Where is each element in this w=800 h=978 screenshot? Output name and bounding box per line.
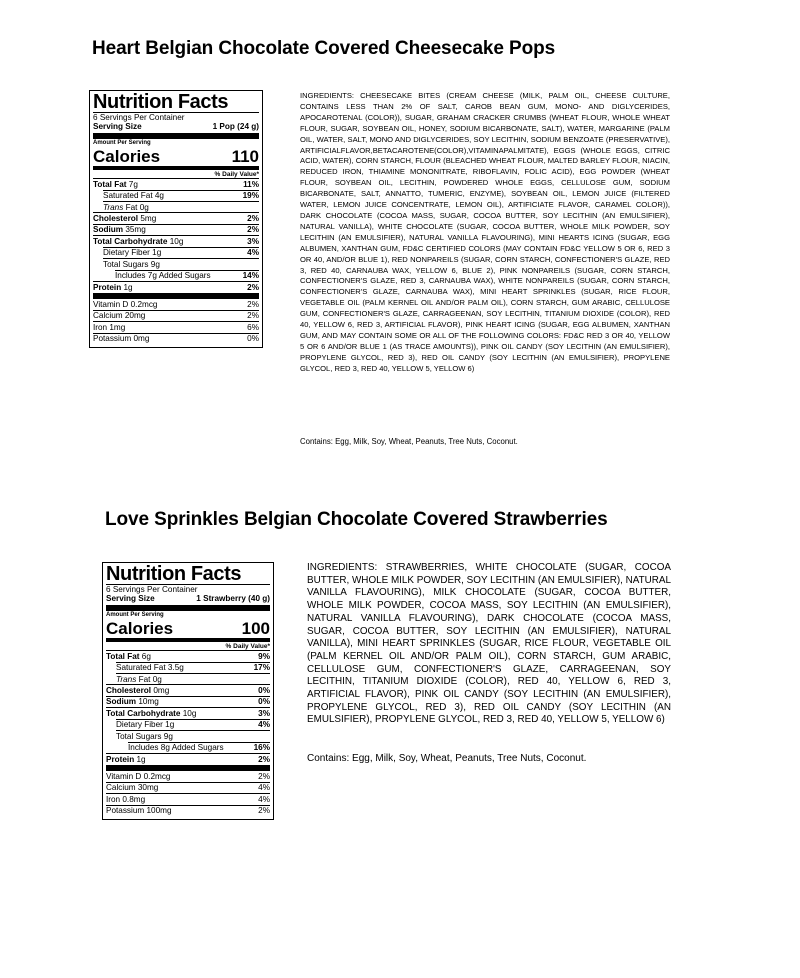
nutrient-row-total-fat (93, 178, 259, 189)
servings-per-container: 6 Servings Per Container (106, 585, 198, 594)
carbohydrate-dv: 3% (247, 236, 259, 246)
added-sugars-label: Includes 7g Added Sugars (115, 271, 211, 281)
carbohydrate-label: Total Carbohydrate (93, 236, 168, 246)
daily-value-header: % Daily Value* (93, 169, 259, 178)
dietary-fiber-dv: 4% (258, 720, 270, 730)
allergen-statement: Contains: Egg, Milk, Soy, Wheat, Peanuts, Tree Nuts, Coconut. (307, 753, 587, 764)
serving-size-row (93, 122, 259, 131)
vitamin-d-dv: 2% (247, 299, 259, 309)
nutrient-row-protein (93, 281, 259, 292)
vitamin-d-label: Vitamin D 0.2mcg (106, 771, 171, 781)
vitamin-row-vitamin-d (93, 299, 259, 309)
amount-per-serving: Amount Per Serving (106, 611, 164, 618)
dietary-fiber-label: Dietary Fiber 1g (116, 720, 175, 730)
vitamin-row-iron (93, 321, 259, 332)
saturated-fat-label: Saturated Fat 4g (103, 191, 164, 201)
total-sugars-label: Total Sugars 9g (116, 731, 173, 741)
allergen-statement: Contains: Egg, Milk, Soy, Wheat, Peanuts, Tree Nuts, Coconut. (300, 437, 518, 446)
cholesterol-amount: 5mg (140, 213, 157, 223)
total-fat-amount: 6g (141, 651, 151, 661)
iron-label: Iron 1mg (93, 322, 126, 332)
nutrient-row-sodium (106, 696, 270, 707)
ingredients-text: INGREDIENTS: STRAWBERRIES, WHITE CHOCOLATE (SUGAR, COCOA BUTTER, WHOLE MILK POWDER, SOY LECITHIN (AN EMULSIFIER), NATURAL VANILLA FLAVOURING), MILK CHOCOLATE (SUGAR, COCOA BUTTER, WHOLE MILK POWDER, COCOA MASS, SOY LECITHIN (AN EMULSIFIER), NATURAL VANILLA FLAVOURING), DARK CHOCOLATE (COCOA MASS, SUGAR, COCOA BUTTER, SOY LECITHIN (AN EMULSIFIER), NATURAL VANILLA), MINI HEART SPRINKLES (SUGAR, RICE FLOUR, VEGETABLE OIL (PALM KERNEL OIL AND/OR PALM OIL), CORN STARCH, GUM ARABIC, CELLULOSE GUM, CONFECTIONER'S GLAZE, CARRAGEENAN, SOY LECITHIN, TITANIUM DIOXIDE (COLOR), RED 40, YELLOW 6, RED 3, ARTIFICIAL FLAVOR), PINK OIL CANDY (SOY LECITHIN (AN EMULSIFIER), PROPYLENE GLYCOL, RED 3), RED OIL CANDY (SOY LECITHIN (AN EMULSIFIER), PROPYLENE GLYCOL, RED 3, RED 40, YELLOW 5, YELLOW 6) (307, 562, 671, 726)
product-title: Love Sprinkles Belgian Chocolate Covered Strawberries (105, 509, 608, 530)
serving-size-row (106, 594, 270, 603)
potassium-label: Potassium 100mg (106, 806, 172, 816)
calories-row (106, 619, 270, 638)
nutrient-row-dietary-fiber (103, 247, 259, 258)
serving-size-value: 1 Pop (24 g) (212, 122, 259, 132)
product-title: Heart Belgian Chocolate Covered Cheesecake Pops (92, 38, 556, 59)
daily-value-header: % Daily Value* (106, 641, 270, 650)
cholesterol-amount: 0mg (153, 685, 170, 695)
calories-value: 110 (231, 146, 259, 166)
vitamin-row-iron (106, 793, 270, 804)
iron-dv: 6% (247, 322, 259, 332)
vitamin-row-calcium (106, 782, 270, 793)
vitamin-row-potassium (106, 805, 270, 816)
nutrient-row-dietary-fiber (116, 719, 270, 730)
nutrition-facts-heading: Nutrition Facts (106, 565, 270, 585)
iron-dv: 4% (258, 794, 270, 804)
potassium-dv: 0% (247, 334, 259, 344)
trans-fat-label: Trans (116, 674, 137, 684)
sodium-label: Sodium (106, 697, 137, 707)
sodium-dv: 0% (258, 697, 270, 707)
nutrient-row-cholesterol (93, 212, 259, 223)
added-sugars-label: Includes 8g Added Sugars (128, 743, 224, 753)
potassium-dv: 2% (258, 806, 270, 816)
protein-dv: 2% (247, 282, 259, 292)
saturated-fat-dv: 17% (253, 663, 270, 673)
calories-label: Calories (93, 146, 161, 166)
serving-size-label: Serving Size (93, 122, 142, 132)
calcium-dv: 4% (258, 783, 270, 793)
carbohydrate-amount: 10g (169, 236, 184, 246)
serving-size-value: 1 Strawberry (40 g) (196, 594, 270, 604)
cholesterol-label: Cholesterol (93, 213, 139, 223)
iron-label: Iron 0.8mg (106, 794, 146, 804)
nutrition-facts-heading: Nutrition Facts (93, 93, 259, 113)
total-fat-amount: 7g (128, 179, 138, 189)
amount-per-serving: Amount Per Serving (93, 139, 151, 146)
cholesterol-label: Cholesterol (106, 685, 152, 695)
vitamin-row-potassium (93, 333, 259, 344)
nutrient-row-added-sugars (115, 270, 259, 281)
saturated-fat-dv: 19% (242, 191, 259, 201)
trans-fat-amount: Fat 0g (138, 674, 162, 684)
nutrient-row-protein (106, 753, 270, 764)
total-sugars-label: Total Sugars 9g (103, 259, 160, 269)
potassium-label: Potassium 0mg (93, 334, 150, 344)
nutrient-row-total-sugars (116, 730, 270, 741)
carbohydrate-dv: 3% (258, 708, 270, 718)
sodium-amount: 10mg (138, 697, 159, 707)
cholesterol-dv: 0% (258, 685, 270, 695)
protein-dv: 2% (258, 754, 270, 764)
total-fat-label: Total Fat (106, 651, 140, 661)
total-fat-dv: 9% (258, 651, 270, 661)
trans-fat-amount: Fat 0g (125, 202, 149, 212)
servings-per-container: 6 Servings Per Container (93, 113, 185, 122)
sodium-label: Sodium (93, 225, 124, 235)
serving-size-label: Serving Size (106, 594, 155, 604)
carbohydrate-label: Total Carbohydrate (106, 708, 181, 718)
trans-fat-label: Trans (103, 202, 124, 212)
nutrient-row-sodium (93, 224, 259, 235)
nutrient-row-total-sugars (103, 258, 259, 269)
cholesterol-dv: 2% (247, 213, 259, 223)
nutrient-row-total-carbohydrate (93, 235, 259, 246)
sodium-dv: 2% (247, 225, 259, 235)
protein-amount: 1g (136, 754, 146, 764)
calcium-label: Calcium 20mg (93, 311, 146, 321)
nutrient-row-added-sugars (128, 742, 270, 753)
added-sugars-dv: 14% (242, 271, 259, 281)
calories-label: Calories (106, 618, 174, 638)
total-fat-dv: 11% (243, 179, 259, 189)
nutrition-facts-panel (102, 562, 274, 820)
sodium-amount: 35mg (125, 225, 146, 235)
nutrient-row-saturated-fat (116, 662, 270, 673)
protein-label: Protein (106, 754, 135, 764)
total-fat-label: Total Fat (93, 179, 127, 189)
vitamin-row-vitamin-d (106, 771, 270, 781)
dietary-fiber-label: Dietary Fiber 1g (103, 248, 162, 258)
nutrient-row-total-fat (106, 650, 270, 661)
protein-label: Protein (93, 282, 122, 292)
ingredients-text: INGREDIENTS: CHEESECAKE BITES (CREAM CHEESE (MILK, PALM OIL, CHEESE CULTURE, CONTAINS LESS THAN 2% OF SALT, CAROB BEAN GUM, MONO- AND DIGLYCERIDES, APOCAROTENAL (COLOR)), SUGAR, GRAHAM CRACKER CRUMBS (WHEAT FLOUR, WHOLE WHEAT FLOUR, SUGAR, SOYBEAN OIL, HONEY, SODIUM BICARBONATE, SALT), WATER, MARGARINE (PALM OIL, WATER, SALT, MONO AND DIGLYCERIDES, SOY LECITHIN, SODIUM BENZOATE (PRESERVATIVE), ARTIFICIALFLAVOR,BETACAROTENE(COLOR),VITAMINAPALMITATE), EGGS (WHOLE EGGS, CITRIC ACID, WATER), CORN STARCH, FLOUR (BLEACHED WHEAT FLOUR, MALTED BARLEY FLOUR, NIACIN, REDUCED IRON, THIAMINE MONONITRATE, RIBOFLAVIN, FOLIC ACID), EGG POWDER (WHEAT FLOUR, SOYBEAN OIL, LECITHIN, POWDERED WHOLE EGGS, CELLULOSE GUM, SODIUM BICARBONATE, SALT, ANNATTO, TUMERIC, ENZYME), SOYBEAN OIL, LEMON JUICE (FILTERED WATER, LEMON JUICE CONCENTRATE, LEMON OIL), ARTIFICIATE FLAVOR, CARAMEL COLOR)), DARK CHOCOLATE (COCOA MASS, SUGAR, COCOA BUTTER, SOY LECITHIN (AN EMULSIFIER), NATURAL VANILLA), WHITE CHOCOLATE (SUGAR, COCOA BUTTER, WHOLE MILK POWDER, SOY LECITHIN (AN EMULSIFIER), NATURAL VANILLA FLAVOURING), MINI HEARTS ICING (SUGAR, EGG ALBUMEN, XANTHAN GUM, FD&C CERTIFIED COLORS (MAY CONTAIN FD&C YELLOW 5 OR 6, RED 3 OR 40, AND/OR BLUE 1), RED NONPAREILS (SUGAR, CORN STARCH, CONFECTIONER'S GLAZE, RED 3, RED 40, CARNAUBA WAX, YELLOW 6, BLUE 2), PINK NONPAREILS (SUGAR, CORN STARCH, CONFECTIONER'S GLAZE, RED 3, CARNAUBA WAX), WHITE NONPAREILS (SUGAR, CORN STARCH, CONFECTIONER'S GLAZE, CARNAUBA WAX), MINI HEART SPRINKLES (SUGAR, RICE FLOUR, VEGETABLE OIL (PALM KERNEL OIL AND/OR PALM OIL), CORN STARCH, GUM ARABIC, CELLULOSE GUM, CONFECTIONER'S GLAZE, CARRAGEENAN, SOY LECITHIN, TITANIUM DIOXIDE (COLOR), RED 40, YELLOW 6, RED 3, ARTIFICIAL FLAVOR), PINK HEART ICING (SUGAR, EGG ALBUMEN, XANTHAN GUM, AND MAY CONTAIN SOME OR ALL OF THE FOLLOWING COLORS: FD&C RED 3 OR 40, YELLOW 5 OR 6 AND/OR BLUE 1 (AS TRACE AMOUNTS)), PINK OIL CANDY (SOY LECITHIN (AN EMULSIFIER), PROPYLENE GLYCOL, RED 3), RED OIL CANDY (SOY LECITHIN (AN EMULSIFIER), PROPYLENE GLYCOL, RED 3, RED 40, YELLOW 5, YELLOW 6) (300, 91, 670, 373)
vitamin-d-label: Vitamin D 0.2mcg (93, 299, 158, 309)
saturated-fat-label: Saturated Fat 3.5g (116, 663, 184, 673)
nutrient-row-total-carbohydrate (106, 707, 270, 718)
added-sugars-dv: 16% (253, 743, 270, 753)
nutrition-facts-panel (89, 90, 263, 348)
calcium-label: Calcium 30mg (106, 783, 159, 793)
calories-value: 100 (241, 618, 270, 638)
nutrient-row-trans-fat (103, 201, 259, 212)
calcium-dv: 2% (247, 311, 259, 321)
calories-row (93, 147, 259, 166)
carbohydrate-amount: 10g (182, 708, 197, 718)
vitamin-row-calcium (93, 310, 259, 321)
nutrient-row-cholesterol (106, 684, 270, 695)
dietary-fiber-dv: 4% (247, 248, 259, 258)
nutrient-row-trans-fat (116, 673, 270, 684)
nutrient-row-saturated-fat (103, 190, 259, 201)
protein-amount: 1g (123, 282, 133, 292)
vitamin-d-dv: 2% (258, 771, 270, 781)
